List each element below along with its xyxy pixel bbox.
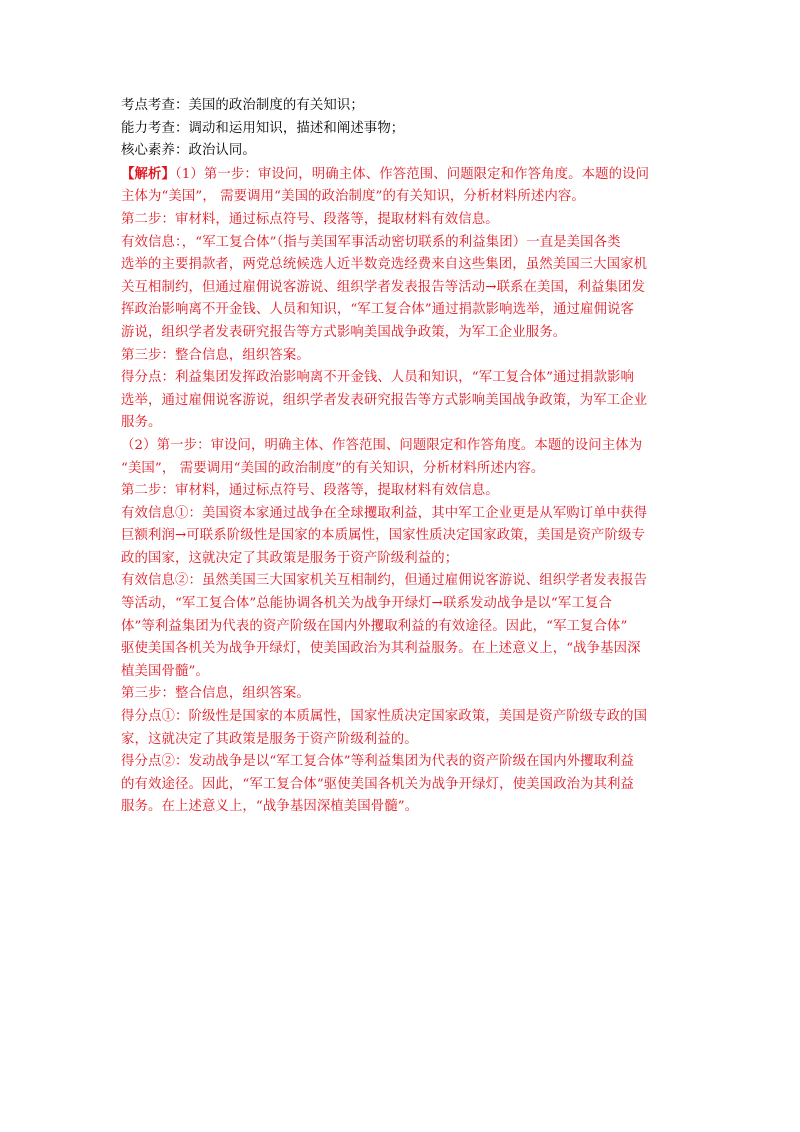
analysis-line: 选举的主要捐款者，两党总统候选人近半数竞选经费来自这些集团，虽然美国三大国家机 [121,257,648,273]
analysis-line: 政的国家，这就决定了其政策是服务于资产阶级利益的； [121,550,459,566]
analysis-label: 【解析】 [121,165,175,182]
analysis-line: 驱使美国各机关为战争开绿灯，使美国政治为其利益服务。在上述意义上，“战争基因深 [121,641,641,657]
analysis-line: 第三步：整合信息，组织答案。 [121,686,310,702]
analysis-line: 家，这就决定了其政策是服务于资产阶级利益的。 [121,731,418,747]
meta-line-knowledge: 考点考查：美国的政治制度的有关知识； [121,98,364,113]
analysis-line: 主体为“美国”， 需要调用“美国的政治制度”的有关知识，分析材料所述内容。 [121,189,585,205]
analysis-line: 有效信息：，“军工复合体”（指与美国军事活动密切联系的利益集团）一直是美国各类 [121,234,621,250]
analysis-line: 挥政治影响离不开金钱、人员和知识，“军工复合体”通过捐款影响选举，通过雇佣说客 [121,302,635,318]
analysis-line: 得分点：利益集团发挥政治影响离不开金钱、人员和知识，“军工复合体”通过捐款影响 [121,370,635,386]
analysis-line: 有效信息②：虽然美国三大国家机关互相制约，但通过雇佣说客游说、组织学者发表报告 [121,573,648,589]
analysis-line: 第三步：整合信息，组织答案。 [121,347,310,363]
meta-line-ability: 能力考查：调动和运用知识，描述和阐述事物； [121,120,405,136]
analysis-line: 体”等利益集团为代表的资产阶级在国内外攫取利益的有效途径。因此，“军工复合体” [121,618,628,634]
analysis-first-line-text: （1）第一步：审设问，明确主体、作答范围、问题限定和作答角度。本题的设问 [174,166,650,182]
analysis-line: 植美国骨髓”。 [121,663,209,679]
analysis-line: 服务。 [121,415,162,431]
analysis-line: 得分点②：发动战争是以“军工复合体”等利益集团为代表的资产阶级在国内外攫取利益 [121,754,635,770]
answer-content [121,95,689,819]
analysis-line: （2）第一步：审设问，明确主体、作答范围、问题限定和作答角度。本题的设问主体为 [121,437,643,453]
analysis-line: 第二步：审材料，通过标点符号、段落等，提取材料有效信息。 [121,483,499,499]
analysis-line: 巨额利润→可联系阶级性是国家的本质属性，国家性质决定国家政策，美国是资产阶级专 [121,528,645,544]
analysis-line: 的有效途径。因此，“军工复合体”驱使美国各机关为战争开绿灯，使美国政治为其利益 [121,776,635,792]
analysis-line: 选举，通过雇佣说客游说，组织学者发表研究报告等方式影响美国战争政策，为军工企业 [121,392,648,408]
analysis-line: 得分点①：阶级性是国家的本质属性，国家性质决定国家政策，美国是资产阶级专政的国 [121,709,648,725]
analysis-line: 等活动，“军工复合体”总能协调各机关为战争开绿灯→联系发动战争是以“军工复合 [121,596,612,612]
analysis-line: 第二步：审材料，通过标点符号、段落等，提取材料有效信息。 [121,211,499,227]
analysis-line: 服务。在上述意义上，“战争基因深植美国骨髓”。 [121,799,419,815]
analysis-line: “美国”， 需要调用“美国的政治制度”的有关知识，分析材料所述内容。 [121,460,545,476]
analysis-body [121,186,689,819]
meta-line-literacy: 核心素养：政治认同。 [121,143,256,159]
analysis-first-line [121,163,689,187]
analysis-line: 游说，组织学者发表研究报告等方式影响美国战争政策，为军工企业服务。 [121,324,567,340]
analysis-line: 关互相制约，但通过雇佣说客游说、组织学者发表报告等活动→联系在美国，利益集团发 [121,279,645,295]
analysis-line: 有效信息①：美国资本家通过战争在全球攫取利益，其中军工企业更是从军购订单中获得 [121,505,648,521]
